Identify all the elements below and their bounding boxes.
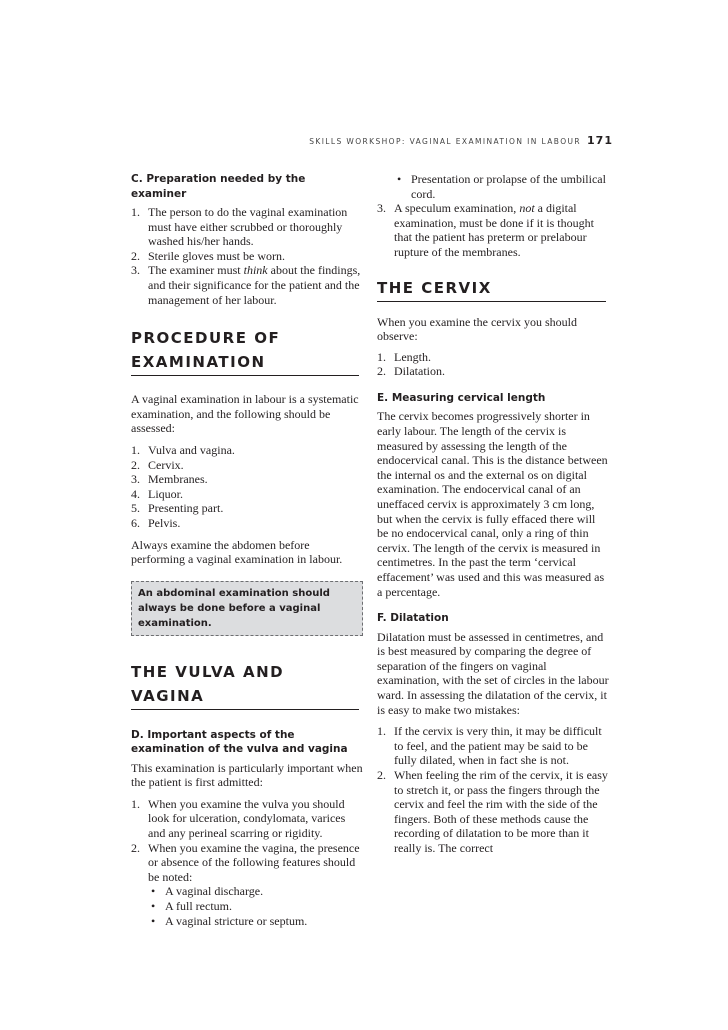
list-item: 2. Dilatation. (377, 364, 445, 379)
bullet-item: • Presentation or prolapse of the umbilical cord. (394, 172, 609, 201)
section-d-heading: D. Important aspects of the examination of the vulva and vagina (131, 728, 348, 756)
list-item: 5. Presenting part. (131, 501, 224, 516)
bullet-item: • A full rectum. (148, 899, 363, 914)
vulva-intro: This examination is particularly important when the patient is first admitted: (131, 760, 363, 790)
list-item: 1. If the cervix is very thin, it may be difficult to feel, and the patient may be said to be fully dilated, when in fact she is not. (377, 724, 602, 768)
list-item: 1. When you examine the vulva you should look for ulceration, condylomata, varices and any perineal scarring or rigidity. (131, 796, 346, 841)
list-item: 3. The examiner must think about the findings, and their significance for the patient and the management of her labour. (131, 263, 361, 307)
list-item: 2. When feeling the rim of the cervix, it is easy to stretch it, or pass the fingers through the cervix and feel the rim with the side of the fingers. Both of these methods cause the recording of dilatation to be more than it really is. The correct (377, 768, 608, 855)
right-column (377, 172, 609, 856)
procedure-closing: Always examine the abdomen before performing a vaginal examination in labour. (131, 537, 343, 567)
emphasis-think: think (243, 263, 268, 278)
procedure-intro: A vaginal examination in labour is a systematic examination, and the following should be assessed: (131, 392, 359, 436)
list-item: 3. A speculum examination, not a digital examination, must be done if it is thought that the patient has preterm or prelabour rupture of the membranes. (377, 201, 594, 259)
cervix-list (377, 350, 609, 379)
list-item: 6. Pelvis. (131, 515, 181, 530)
section-f-body: Dilatation must be assessed in centimetres, and is best measured by comparing the degree of separation of the fingers on vaginal examination, with the set of circles in the labour ward. In assessing the dilatation of the cervix, it is easy to make two mistakes: (377, 629, 609, 717)
cervix-intro: When you examine the cervix you should observe: (377, 314, 577, 344)
vagina-features-list (131, 884, 363, 928)
list-item: 1. Length. (377, 349, 431, 364)
section-e-body: The cervix becomes progressively shorter in early labour. The length of the cervix is measured by assessing the length of the endocervical canal. This is the distance between the internal os and the external os on digital examination. The endocervical canal of an uneffaced cervix is approximately 3 cm long, but when the cervix is fully effaced there will be no endocervical canal, only a ring of thin cervix. The length of the cervix is measured in centimetres. In the past the term ‘cervical effacement’ was used and this was measured as a percentage. (377, 409, 608, 599)
section-c-heading: C. Preparation needed by the examiner (131, 173, 306, 200)
vulva-vagina-heading: THE VULVA AND VAGINA (131, 660, 359, 710)
list-item: 4. Liquor. (131, 486, 183, 501)
dilatation-mistakes-list (377, 724, 609, 855)
running-header (300, 134, 613, 147)
page-number: 171 (587, 134, 613, 147)
callout-text: An abdominal examination should always be done before a vaginal examination. (138, 587, 330, 629)
list-item: 2. When you examine the vagina, the presence or absence of the following features should be noted: (131, 840, 360, 884)
left-column (131, 172, 363, 928)
list-item: 1. Vulva and vagina. (131, 442, 235, 457)
section-f-heading: F. Dilatation (377, 612, 449, 625)
bullet-item: • A vaginal stricture or septum. (148, 914, 363, 929)
section-e-heading: E. Measuring cervical length (377, 391, 546, 404)
list-item: 1. The person to do the vaginal examination must have either scrubbed or thoroughly washed his/her hands. (131, 205, 348, 249)
procedure-heading: PROCEDURE OF EXAMINATION (131, 326, 359, 376)
preparation-list (131, 205, 363, 307)
cervix-heading: THE CERVIX (377, 276, 606, 302)
callout-box (131, 581, 363, 636)
bullet-item: • A vaginal discharge. (148, 884, 363, 899)
running-title: SKILLS WORKSHOP: VAGINAL EXAMINATION IN LABOUR (309, 137, 582, 146)
list-item: 3. Membranes. (131, 472, 208, 487)
continued-numbered-list (377, 201, 609, 259)
list-item: 2. Sterile gloves must be worn. (131, 248, 285, 263)
assessment-list (131, 443, 363, 531)
emphasis-not: not (519, 201, 535, 216)
continued-bullet-list (377, 172, 609, 201)
vulva-list (131, 797, 363, 885)
list-item: 2. Cervix. (131, 457, 184, 472)
